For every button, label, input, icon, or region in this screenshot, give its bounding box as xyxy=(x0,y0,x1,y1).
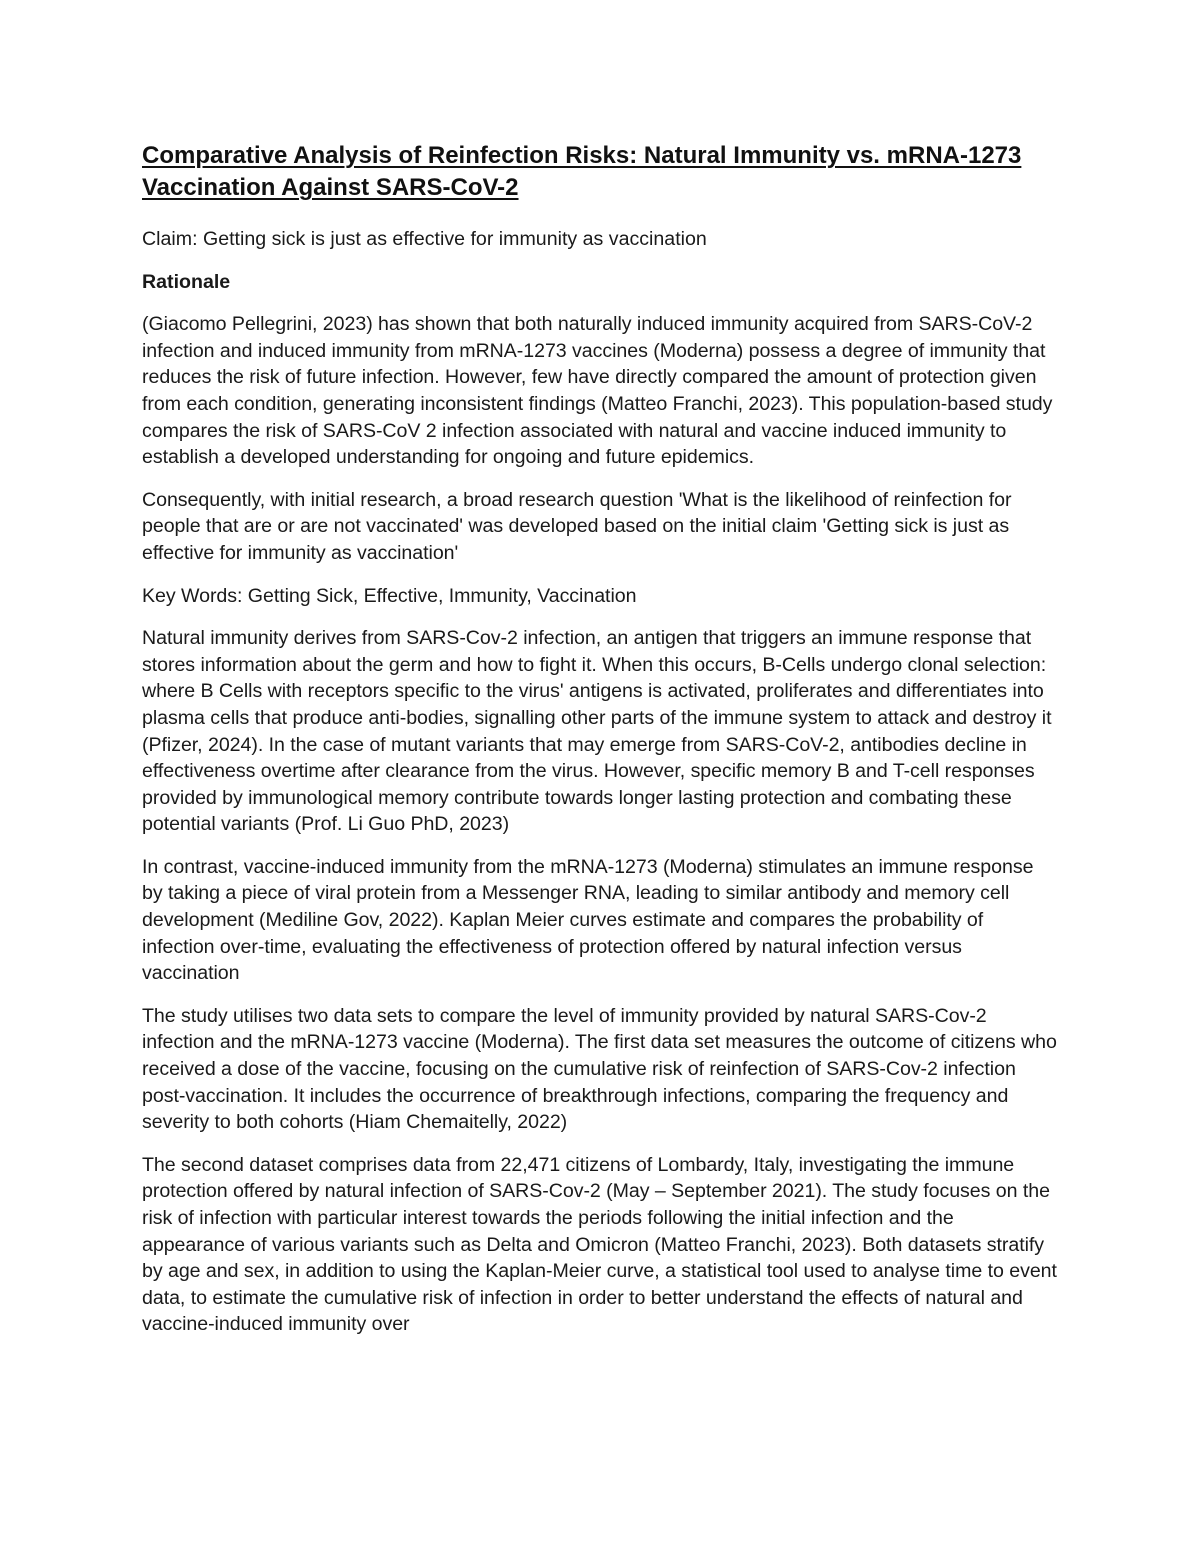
section-heading-rationale: Rationale xyxy=(142,270,231,293)
paragraph-key-words: Key Words: Getting Sick, Effective, Immunity, Vaccination xyxy=(142,584,637,607)
paragraph-natural-immunity: Natural immunity derives from SARS-Cov-2 infection, an antigen that triggers an immune response that stores information about the germ and how to fight it. When this occurs, B-Cells undergo clonal selection: where B Cells with receptors specific to the virus' antigens is activated, proliferates and differentiates into plasma cells that produce anti-bodies, signalling other parts of the immune system to attack and destroy it (Pfizer, 2024). In the case of mutant variants that may emerge from SARS-CoV-2, antibodies decline in effectiveness overtime after clearance from the virus. However, specific memory B and T-cell responses provided by immunological memory contribute towards longer lasting protection and combating these potential variants (Prof. Li Guo PhD, 2023) xyxy=(142,627,1052,836)
paragraph-second-dataset: The second dataset comprises data from 22,471 citizens of Lombardy, Italy, investigating the immune protection offered by natural infection of SARS-Cov-2 (May – September 2021). The study focuses on the risk of infection with particular interest towards the periods following the initial infection and the appearance of various variants such as Delta and Omicron (Matteo Franchi, 2023). Both datasets stratify by age and sex, in addition to using the Kaplan-Meier curve, a statistical tool used to analyse time to event data, to estimate the cumulative risk of infection in order to better understand the effects of natural and vaccine-induced immunity over xyxy=(142,1153,1057,1336)
paragraph-first-dataset: The study utilises two data sets to compare the level of immunity provided by natural SARS-Cov-2 infection and the mRNA-1273 vaccine (Moderna). The first data set measures the outcome of citizens who received a dose of the vaccine, focusing on the cumulative risk of reinfection of SARS-Cov-2 infection post-vaccination. It includes the occurrence of breakthrough infections, comparing the frequency and severity to both cohorts (Hiam Chemaitelly, 2022) xyxy=(142,1004,1057,1134)
document-body xyxy=(142,140,1058,1338)
paragraph-vaccine-immunity: In contrast, vaccine-induced immunity from the mRNA-1273 (Moderna) stimulates an immune response by taking a piece of viral protein from a Messenger RNA, leading to similar antibody and memory cell development (Mediline Gov, 2022). Kaplan Meier curves estimate and compares the probability of infection over-time, evaluating the effectiveness of protection offered by natural infection versus vaccination xyxy=(142,855,1034,985)
paragraph-research-question: Consequently, with initial research, a broad research question 'What is the likelihood of reinfection for people that are or are not vaccinated' was developed based on the initial claim 'Getting sick is just as effective for immunity as vaccination' xyxy=(142,488,1012,564)
document-title: Comparative Analysis of Reinfection Risks: Natural Immunity vs. mRNA-1273 Vaccination Against SARS-CoV-2 xyxy=(142,142,1022,201)
paragraph-pellegrini: (Giacomo Pellegrini, 2023) has shown that both naturally induced immunity acquired from SARS-CoV-2 infection and induced immunity from mRNA-1273 vaccines (Moderna) possess a degree of immunity that reduces the risk of future infection. However, few have directly compared the amount of protection given from each condition, generating inconsistent findings (Matteo Franchi, 2023). This population-based study compares the risk of SARS-CoV 2 infection associated with natural and vaccine induced immunity to establish a developed understanding for ongoing and future epidemics. xyxy=(142,313,1053,469)
claim-statement: Claim: Getting sick is just as effective for immunity as vaccination xyxy=(142,228,707,250)
